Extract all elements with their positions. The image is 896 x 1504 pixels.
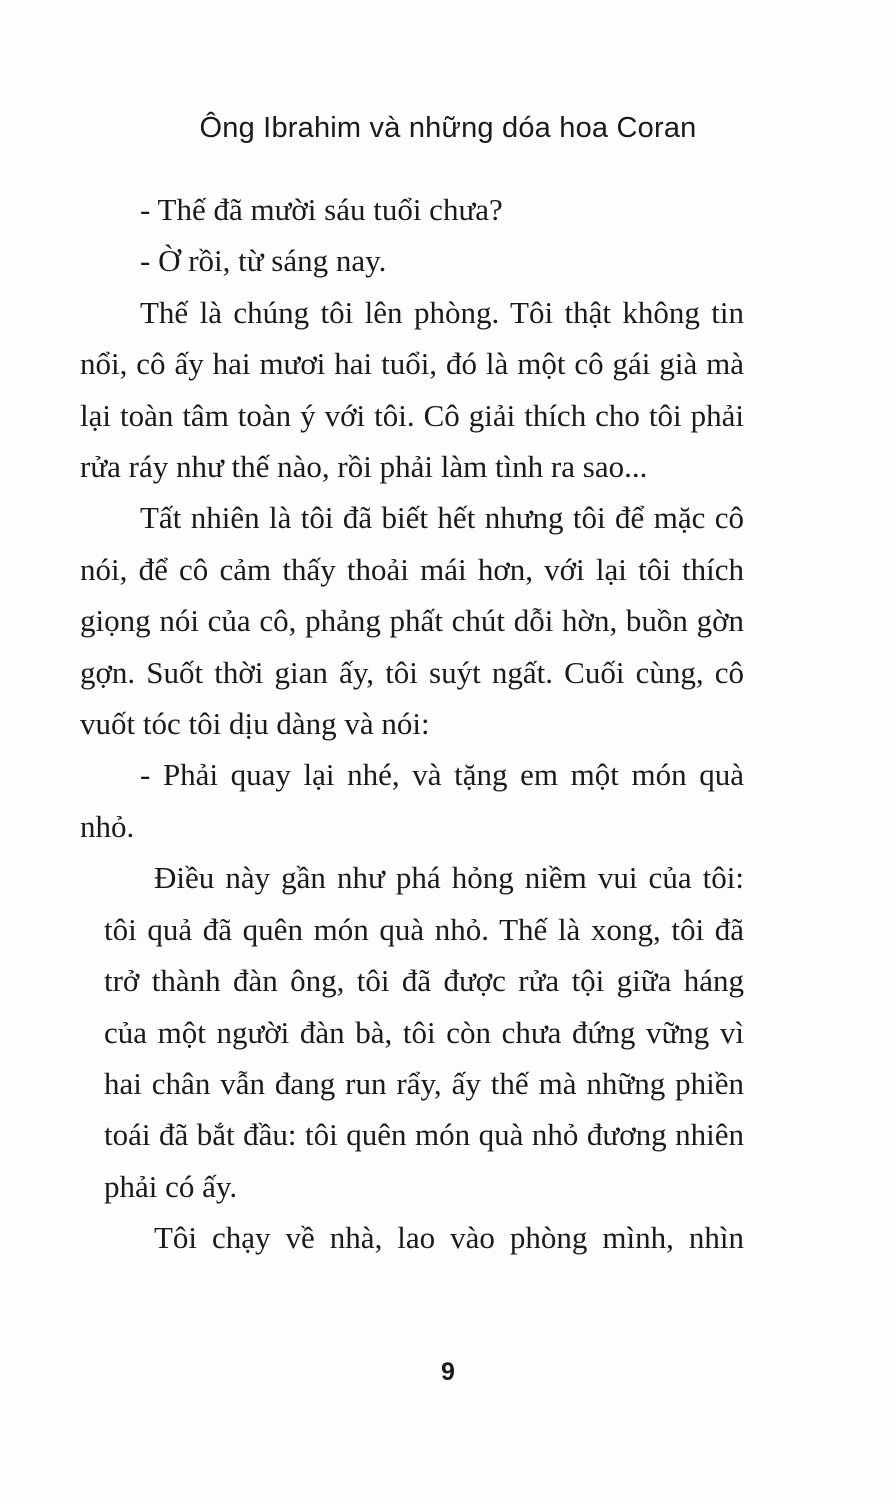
paragraph-dialogue-5: - Phải quay lại nhé, và tặng em một món quà nhỏ. [80, 757, 744, 844]
paragraph-4: Tất nhiên là tôi đã biết hết nhưng tôi để mặc cô nói, để cô cảm thấy thoải mái hơn, với lại tôi thích giọng nói của cô, phảng phất chút dỗi hờn, buồn gờn gợn. Suốt thời gian ấy, tôi suýt ngất. Cuối cùng, cô vuốt tóc tôi dịu dàng và nói: [80, 500, 744, 742]
paragraph-dialogue-1: - Thế đã mười sáu tuổi chưa? [140, 192, 503, 227]
running-header: Ông Ibrahim và những dóa hoa Coran [199, 112, 697, 144]
body-text [80, 184, 744, 1264]
paragraph-6: Điều này gần như phá hỏng niềm vui của tôi: tôi quả đã quên món quà nhỏ. Thế là xong, tôi đã trở thành đàn ông, tôi đã được rửa tội giữa háng của một người đàn bà, tôi còn chưa đứng vững vì hai chân vẫn đang run rẩy, ấy thế mà những phiền toái đã bắt đầu: tôi quên món quà nhỏ đương nhiên phải có ấy. [104, 860, 744, 1204]
paragraph-7: Tôi chạy về nhà, lao vào phòng mình, nhìn [154, 1220, 744, 1256]
page-number: 9 [441, 1358, 455, 1386]
paragraph-3: Thế là chúng tôi lên phòng. Tôi thật không tin nổi, cô ấy hai mươi hai tuổi, đó là một cô gái già mà lại toàn tâm toàn ý với tôi. Cô giải thích cho tôi phải rửa ráy như thế nào, rồi phải làm tình ra sao... [80, 294, 744, 485]
paragraph-dialogue-2: - Ờ rồi, từ sáng nay. [140, 243, 387, 279]
